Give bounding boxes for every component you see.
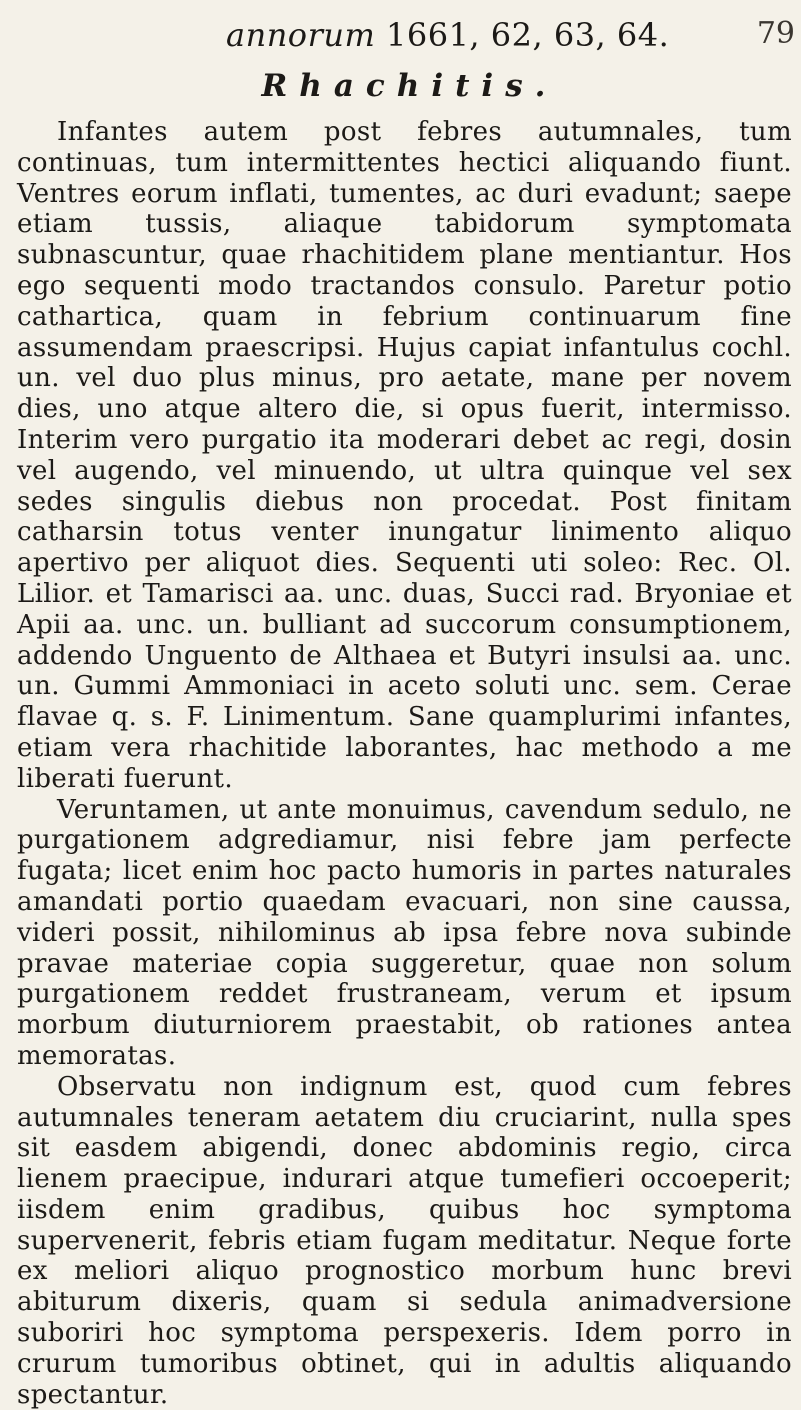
- running-title-italic: annorum: [226, 16, 376, 54]
- running-title-years: 1661, 62, 63, 64.: [375, 16, 670, 54]
- paragraph-1: Infantes autem post febres autumnales, tum continuas, tum intermittentes hectici aliquando fiunt. Ventres eorum inflati, tumentes, ac duri evadunt; saepe etiam tussis, aliaque tabidorum symptomata subnascuntur, quae rhachitidem plane mentiantur. Hos ego sequenti modo tractandos consulo. Paretur potio cathartica, quam in febrium continuarum fine assumendam praescripsi. Hujus capiat infantulus cochl. un. vel duo plus minus, pro aetate, mane per novem dies, uno atque altero die, si opus fuerit, intermisso. Interim vero purgatio ita moderari debet ac regi, dosin vel augendo, vel minuendo, ut ultra quinque vel sex sedes singulis diebus non procedat. Post finitam catharsin totus venter inungatur linimento aliquo apertivo per aliquot dies. Sequenti uti soleo: Rec. Ol. Lilior. et Tamarisci aa. unc. duas, Succi rad. Bryoniae et Apii aa. unc. un. bulliant ad succorum consumptionem, addendo Unguento de Althaea et Butyri insulsi aa. unc. un. Gummi Ammoniaci in aceto soluti unc. sem. Cerae flavae q. s. F. Linimentum. Sane quamplurimi infantes, etiam vera rhachitide laborantes, hac methodo a me liberati fuerunt.: [17, 117, 792, 794]
- section-title: Rhachitis.: [261, 68, 558, 104]
- running-head: [0, 16, 801, 66]
- paragraph-3: Observatu non indignum est, quod cum febres autumnales teneram aetatem diu cruciarint, nulla spes sit easdem abigendi, donec abdominis regio, circa lienem praecipue, indurari atque tumefieri occoeperit; iisdem enim gradibus, quibus hoc symptoma supervenerit, febris etiam fugam meditatur. Neque forte ex meliori aliquo prognostico morbum hunc brevi abiturum dixeris, quam si sedula animadversione suboriri hoc symptoma perspexeris. Idem porro in crurum tumoribus obtinet, qui in adultis aliquando spectantur.: [17, 1071, 792, 1410]
- running-title: [226, 16, 669, 54]
- paragraph-2: Veruntamen, ut ante monuimus, cavendum sedulo, ne purgationem adgrediamur, nisi febre jam perfecte fugata; licet enim hoc pacto humoris in partes naturales amandati portio quaedam evacuari, non sine caussa, videri possit, nihilominus ab ipsa febre nova subinde pravae materiae copia suggeretur, quae non solum purgationem reddet frustraneam, verum et ipsum morbum diuturniorem praestabit, ob rationes antea memoratas.: [17, 794, 792, 1071]
- body-text: [17, 117, 792, 1410]
- page-number: 79: [756, 16, 795, 51]
